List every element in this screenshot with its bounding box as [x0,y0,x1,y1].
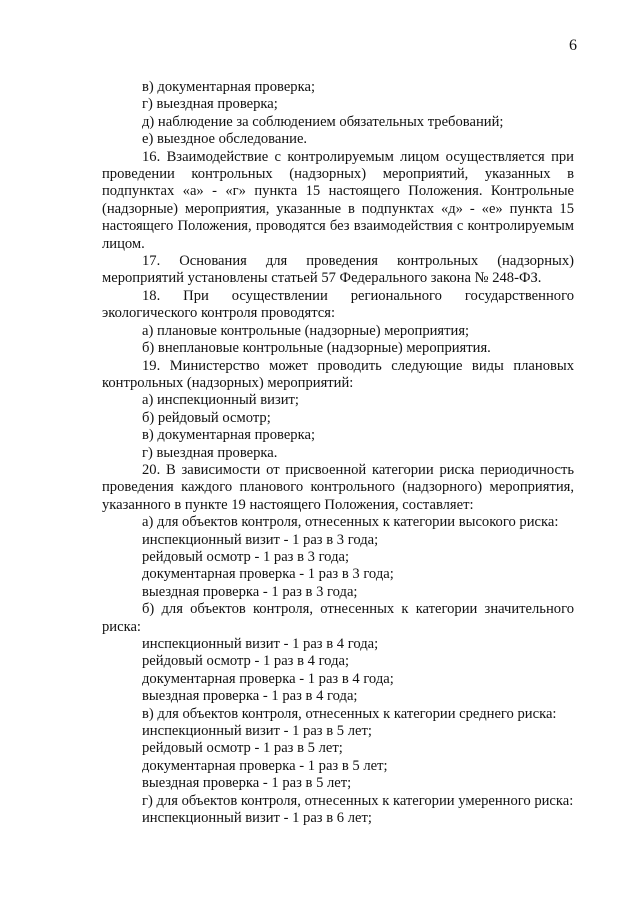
paragraph-item-d-observation: д) наблюдение за соблюдением обязательных требований; [142,113,504,130]
paragraph-clause-17: 17. Основания для проведения контрольных (надзорных) мероприятий установлены статьей 57 Федерального закона № 248-ФЗ. [102,253,574,287]
paragraph-moderate-risk: г) для объектов контроля, отнесенных к категории умеренного риска: [142,792,574,809]
paragraph-clause-16: 16. Взаимодействие с контролируемым лицом осуществляется при проведении контрольных (надзорных) мероприятий, указанных в подпунктах «а» - «г» пункта 15 настоящего Положения. Контрольные (надзорные) мероприятия, указанные в подпунктах «д» - «е» пункта 15 настоящего Положения, проводятся без взаимодействия с контролируемым лицом. [102,148,574,252]
paragraph-high-raid: рейдовый осмотр - 1 раз в 3 года; [142,548,350,565]
paragraph-high-inspection: инспекционный визит - 1 раз в 3 года; [142,531,379,548]
paragraph-significant-risk: б) для объектов контроля, отнесенных к категории значительного риска: [102,601,574,635]
paragraph-clause-18: 18. При осуществлении регионального государственного экологического контроля проводятся: [102,287,574,322]
paragraph-medium-raid: рейдовый осмотр - 1 раз в 5 лет; [142,740,343,757]
paragraph-item-a-planned: а) плановые контрольные (надзорные) мероприятия; [142,322,470,339]
document-body [102,79,574,827]
paragraph-medium-inspection: инспекционный визит - 1 раз в 5 лет; [142,723,372,740]
paragraph-item-b-unplanned: б) внеплановые контрольные (надзорные) мероприятия. [142,340,491,357]
paragraph-clause-20: 20. В зависимости от присвоенной категории риска периодичность проведения каждого планового контрольного (надзорного) мероприятия, указанного в пункте 19 настоящего Положения, составляет: [102,461,574,513]
paragraph-item-b-raid: б) рейдовый осмотр; [142,409,271,426]
page-number: 6 [569,37,577,54]
paragraph-high-onsite: выездная проверка - 1 раз в 3 года; [142,583,358,600]
paragraph-high-risk: а) для объектов контроля, отнесенных к категории высокого риска: [142,514,559,531]
paragraph-moderate-inspection: инспекционный визит - 1 раз в 6 лет; [142,810,372,827]
paragraph-item-v-documentary-2: в) документарная проверка; [142,427,315,444]
paragraph-item-g-onsite-2: г) выездная проверка. [142,444,278,461]
paragraph-item-v-documentary: в) документарная проверка; [142,79,315,95]
paragraph-medium-risk: в) для объектов контроля, отнесенных к категории среднего риска: [142,705,557,722]
paragraph-item-g-onsite: г) выездная проверка; [142,96,278,113]
paragraph-significant-documentary: документарная проверка - 1 раз в 4 года; [142,670,394,687]
paragraph-medium-documentary: документарная проверка - 1 раз в 5 лет; [142,757,388,774]
paragraph-significant-inspection: инспекционный визит - 1 раз в 4 года; [142,636,379,652]
paragraph-item-e-survey: е) выездное обследование. [142,131,308,148]
paragraph-medium-onsite: выездная проверка - 1 раз в 5 лет; [142,775,352,792]
paragraph-significant-raid: рейдовый осмотр - 1 раз в 4 года; [142,653,350,670]
paragraph-item-a-inspection: а) инспекционный визит; [142,392,299,409]
paragraph-clause-19: 19. Министерство может проводить следующие виды плановых контрольных (надзорных) мероприятий: [102,357,574,391]
paragraph-high-documentary: документарная проверка - 1 раз в 3 года; [142,566,394,583]
paragraph-significant-onsite: выездная проверка - 1 раз в 4 года; [142,688,358,705]
